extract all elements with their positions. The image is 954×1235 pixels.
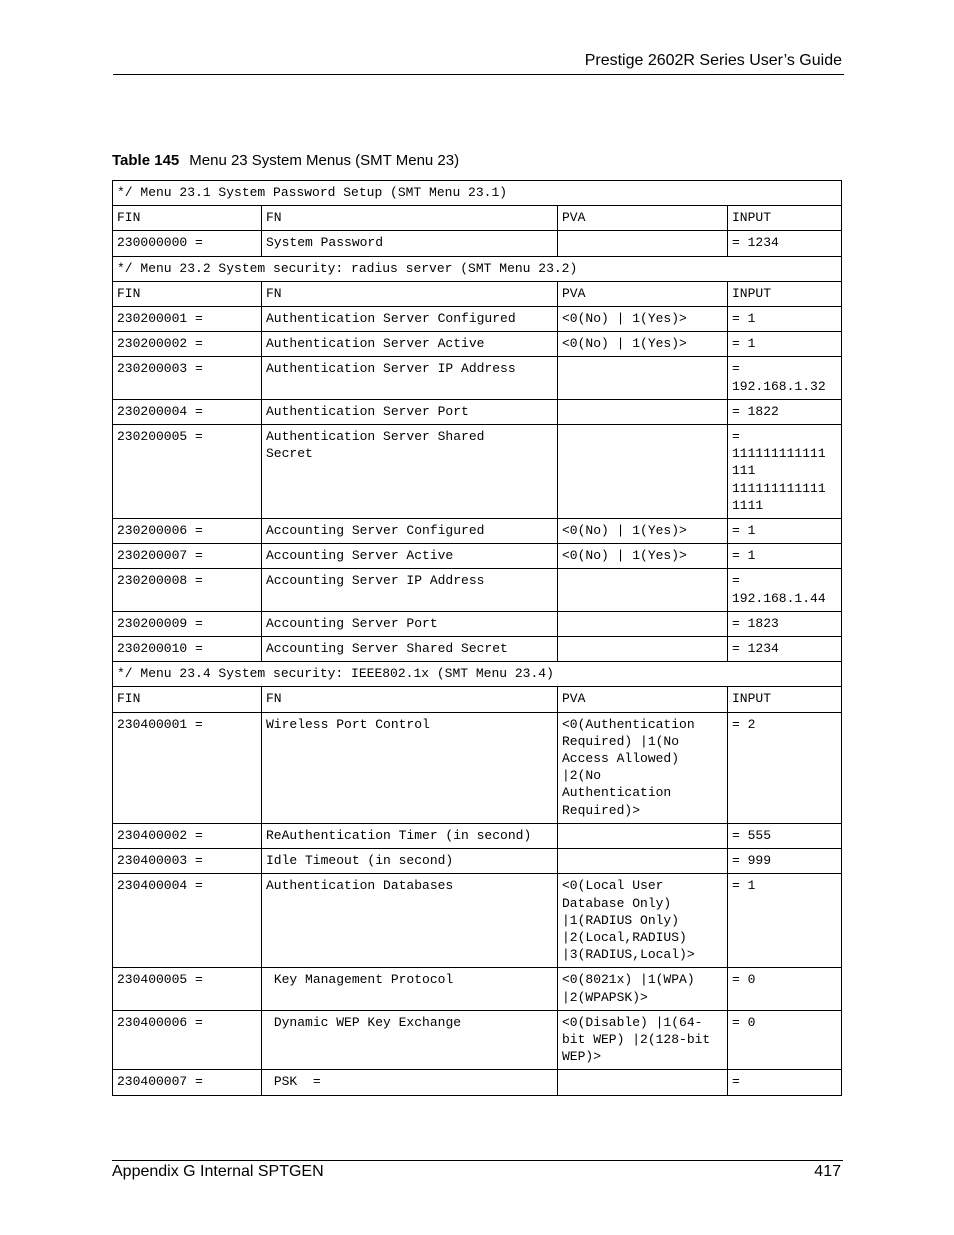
section-row xyxy=(113,662,842,687)
fin-cell: FIN xyxy=(113,281,262,306)
pva-cell xyxy=(558,1070,728,1095)
pva-cell: <0(Local User Database Only) |1(RADIUS Only) |2(Local,RADIUS) |3(RADIUS,Local)> xyxy=(558,874,728,968)
table-caption xyxy=(112,152,459,169)
fn-cell: Key Management Protocol xyxy=(262,968,558,1010)
fn-cell: Accounting Server Port xyxy=(262,611,558,636)
input-cell: INPUT xyxy=(728,206,842,231)
pva-cell xyxy=(558,569,728,611)
table-row xyxy=(113,1070,842,1095)
fn-cell: Authentication Databases xyxy=(262,874,558,968)
header-row xyxy=(113,281,842,306)
input-cell: = 2 xyxy=(728,712,842,823)
fn-cell: FN xyxy=(262,687,558,712)
input-cell: = 0 xyxy=(728,968,842,1010)
pva-cell: <0(Disable) |1(64- bit WEP) |2(128-bit WEP)> xyxy=(558,1010,728,1070)
fin-cell: 230200004 = xyxy=(113,399,262,424)
pva-cell: PVA xyxy=(558,206,728,231)
pva-cell xyxy=(558,611,728,636)
document-title: Prestige 2602R Series User’s Guide xyxy=(584,52,842,69)
pva-cell xyxy=(558,849,728,874)
header-row xyxy=(113,206,842,231)
fn-cell: Authentication Server Port xyxy=(262,399,558,424)
pva-cell: <0(Authentication Required) |1(No Access Allowed) |2(No Authentication Required)> xyxy=(558,712,728,823)
input-cell: = 111111111111 111 111111111111 1111 xyxy=(728,425,842,519)
table-caption-text: Menu 23 System Menus (SMT Menu 23) xyxy=(189,152,460,169)
table-row xyxy=(113,357,842,399)
fin-cell: FIN xyxy=(113,687,262,712)
fin-cell: FIN xyxy=(113,206,262,231)
smt-menu-table xyxy=(112,180,842,1096)
fn-cell: Accounting Server Active xyxy=(262,544,558,569)
table-row xyxy=(113,231,842,256)
input-cell: = 1 xyxy=(728,307,842,332)
table-row xyxy=(113,1010,842,1070)
table-row xyxy=(113,332,842,357)
input-cell: = xyxy=(728,1070,842,1095)
fin-cell: 230200002 = xyxy=(113,332,262,357)
table-caption-label: Table 145 xyxy=(112,152,180,169)
fin-cell: 230400004 = xyxy=(113,874,262,968)
fin-cell: 230400005 = xyxy=(113,968,262,1010)
fin-cell: 230200001 = xyxy=(113,307,262,332)
fin-cell: 230200003 = xyxy=(113,357,262,399)
fin-cell: 230400001 = xyxy=(113,712,262,823)
pva-cell: <0(No) | 1(Yes)> xyxy=(558,307,728,332)
section-title: */ Menu 23.1 System Password Setup (SMT Menu 23.1) xyxy=(113,181,842,206)
section-row xyxy=(113,256,842,281)
fn-cell: Accounting Server Configured xyxy=(262,519,558,544)
section-title: */ Menu 23.2 System security: radius server (SMT Menu 23.2) xyxy=(113,256,842,281)
fn-cell: Authentication Server Configured xyxy=(262,307,558,332)
pva-cell: <0(No) | 1(Yes)> xyxy=(558,519,728,544)
section-title: */ Menu 23.4 System security: IEEE802.1x (SMT Menu 23.4) xyxy=(113,662,842,687)
fn-cell: PSK = xyxy=(262,1070,558,1095)
table-row xyxy=(113,399,842,424)
header-row xyxy=(113,687,842,712)
pva-cell: <0(No) | 1(Yes)> xyxy=(558,544,728,569)
fin-cell: 230400007 = xyxy=(113,1070,262,1095)
input-cell: = 192.168.1.32 xyxy=(728,357,842,399)
table-row xyxy=(113,637,842,662)
pva-cell: PVA xyxy=(558,281,728,306)
input-cell: = 1234 xyxy=(728,231,842,256)
page-header xyxy=(113,50,844,75)
input-cell: = 1234 xyxy=(728,637,842,662)
input-cell: = 1 xyxy=(728,874,842,968)
pva-cell: <0(8021x) |1(WPA) |2(WPAPSK)> xyxy=(558,968,728,1010)
input-cell: = 1 xyxy=(728,519,842,544)
fn-cell: Authentication Server Shared Secret xyxy=(262,425,558,519)
pva-cell xyxy=(558,357,728,399)
section-row xyxy=(113,181,842,206)
table-body xyxy=(113,181,842,1096)
table-row xyxy=(113,569,842,611)
table-row xyxy=(113,544,842,569)
pva-cell: <0(No) | 1(Yes)> xyxy=(558,332,728,357)
fin-cell: 230400006 = xyxy=(113,1010,262,1070)
input-cell: INPUT xyxy=(728,281,842,306)
fn-cell: Dynamic WEP Key Exchange xyxy=(262,1010,558,1070)
input-cell: = 999 xyxy=(728,849,842,874)
input-cell: = 192.168.1.44 xyxy=(728,569,842,611)
table-row xyxy=(113,425,842,519)
fin-cell: 230200009 = xyxy=(113,611,262,636)
fn-cell: Accounting Server IP Address xyxy=(262,569,558,611)
fn-cell: System Password xyxy=(262,231,558,256)
fin-cell: 230200005 = xyxy=(113,425,262,519)
fin-cell: 230400002 = xyxy=(113,823,262,848)
table-row xyxy=(113,968,842,1010)
pva-cell xyxy=(558,823,728,848)
pva-cell xyxy=(558,399,728,424)
pva-cell xyxy=(558,425,728,519)
input-cell: = 1 xyxy=(728,544,842,569)
input-cell: = 1823 xyxy=(728,611,842,636)
pva-cell xyxy=(558,231,728,256)
fn-cell: Wireless Port Control xyxy=(262,712,558,823)
fn-cell: FN xyxy=(262,281,558,306)
fn-cell: ReAuthentication Timer (in second) xyxy=(262,823,558,848)
input-cell: = 1 xyxy=(728,332,842,357)
page-footer xyxy=(112,1160,843,1185)
input-cell: = 555 xyxy=(728,823,842,848)
fn-cell: FN xyxy=(262,206,558,231)
table-row xyxy=(113,712,842,823)
page-number: 417 xyxy=(814,1163,841,1180)
fin-cell: 230200010 = xyxy=(113,637,262,662)
pva-cell: PVA xyxy=(558,687,728,712)
fin-cell: 230000000 = xyxy=(113,231,262,256)
fin-cell: 230400003 = xyxy=(113,849,262,874)
fn-cell: Authentication Server Active xyxy=(262,332,558,357)
fin-cell: 230200008 = xyxy=(113,569,262,611)
fn-cell: Idle Timeout (in second) xyxy=(262,849,558,874)
fn-cell: Authentication Server IP Address xyxy=(262,357,558,399)
table-row xyxy=(113,519,842,544)
input-cell: = 1822 xyxy=(728,399,842,424)
fin-cell: 230200007 = xyxy=(113,544,262,569)
table-row xyxy=(113,849,842,874)
pva-cell xyxy=(558,637,728,662)
fn-cell: Accounting Server Shared Secret xyxy=(262,637,558,662)
table-row xyxy=(113,307,842,332)
fin-cell: 230200006 = xyxy=(113,519,262,544)
input-cell: = 0 xyxy=(728,1010,842,1070)
table-row xyxy=(113,874,842,968)
table-row xyxy=(113,611,842,636)
footer-appendix-title: Appendix G Internal SPTGEN xyxy=(112,1163,324,1180)
input-cell: INPUT xyxy=(728,687,842,712)
table-row xyxy=(113,823,842,848)
